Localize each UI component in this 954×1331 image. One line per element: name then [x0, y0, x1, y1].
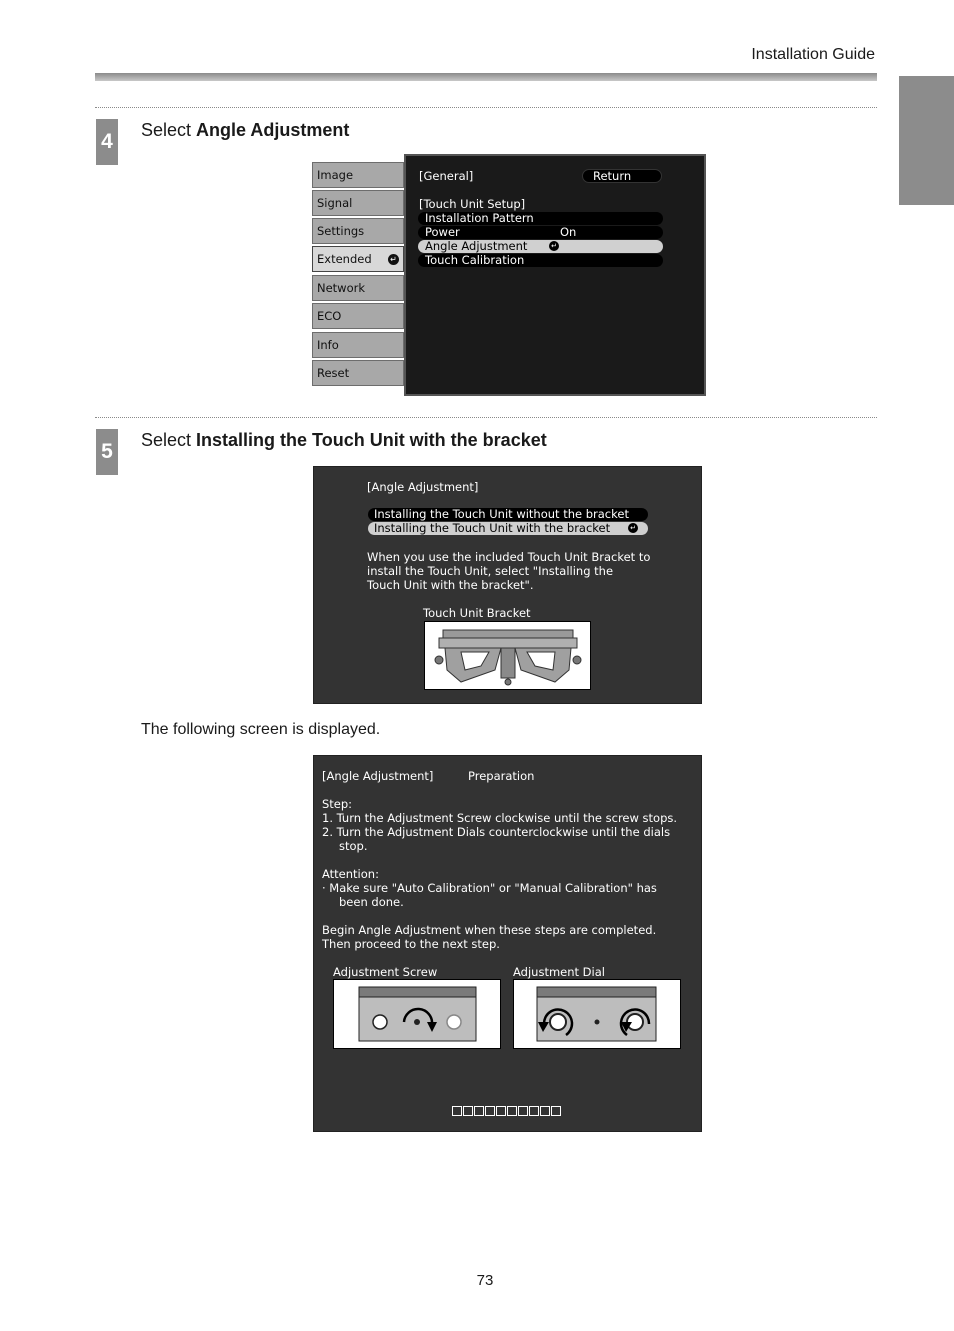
preparation-screen — [313, 755, 702, 1132]
bracket-image-label: Touch Unit Bracket — [423, 606, 531, 620]
section-divider — [95, 107, 877, 108]
row-touch-calibration[interactable] — [418, 254, 663, 267]
menu-item-signal[interactable]: Signal — [312, 190, 404, 216]
step-item: 1. Turn the Adjustment Screw clockwise until the screw stops. — [322, 811, 678, 825]
step-item: 2. Turn the Adjustment Dials counterclockwise until the dials stop. — [322, 825, 671, 853]
row-label: Installation Pattern — [425, 211, 534, 225]
progress-square — [496, 1106, 506, 1116]
step-target: Installing the Touch Unit with the bracket — [196, 430, 547, 450]
step-number-badge: 4 — [96, 119, 118, 165]
menu-item-network[interactable]: Network — [312, 275, 404, 301]
following-text: The following screen is displayed. — [141, 721, 381, 738]
adjustment-dial-icon — [514, 980, 680, 1048]
progress-square — [485, 1106, 495, 1116]
closing-text — [322, 923, 692, 951]
document-title: Installation Guide — [751, 46, 875, 63]
progress-square — [507, 1106, 517, 1116]
submenu-title: [Touch Unit Setup] — [419, 197, 526, 211]
adjustment-dial-diagram — [513, 979, 681, 1049]
screen-subtitle: Preparation — [468, 769, 535, 783]
row-label: Power — [425, 225, 460, 239]
step-instruction — [141, 120, 349, 141]
row-label: Angle Adjustment — [425, 239, 528, 253]
header-rule — [95, 73, 877, 81]
progress-square — [518, 1106, 528, 1116]
row-label: Touch Calibration — [425, 253, 525, 267]
enter-icon: ↵ — [388, 254, 399, 265]
submenu-breadcrumb: [General] — [419, 169, 474, 183]
menu-screenshot — [312, 154, 706, 396]
enter-icon: ↵ — [549, 241, 559, 251]
closing-line: Begin Angle Adjustment when these steps are completed. — [322, 923, 657, 937]
screen-title: [Angle Adjustment] — [322, 769, 434, 783]
option-label: Installing the Touch Unit with the bracket — [374, 521, 611, 535]
screen-title: [Angle Adjustment] — [367, 480, 479, 494]
menu-item-reset[interactable]: Reset — [312, 360, 404, 386]
step-list — [322, 797, 692, 853]
section-divider — [95, 417, 877, 418]
step-prefix: Select — [141, 430, 197, 450]
option-without-bracket[interactable]: Installing the Touch Unit without the bracket — [368, 508, 648, 521]
page-number: 73 — [476, 1272, 494, 1289]
bracket-illustration — [424, 621, 591, 690]
progress-square — [452, 1106, 462, 1116]
progress-square — [463, 1106, 473, 1116]
menu-item-eco[interactable]: ECO — [312, 303, 404, 329]
progress-indicator — [452, 1106, 561, 1116]
step-instruction — [141, 430, 547, 451]
row-angle-adjustment[interactable] — [418, 240, 663, 253]
attention-item: · Make sure "Auto Calibration" or "Manual Calibration" has been done. — [322, 881, 657, 909]
screw-image-label: Adjustment Screw — [333, 965, 438, 979]
angle-adjustment-screen — [313, 466, 702, 704]
row-installation-pattern[interactable] — [418, 212, 663, 225]
adjustment-screw-icon — [334, 980, 500, 1048]
progress-square — [540, 1106, 550, 1116]
enter-icon: ↵ — [628, 523, 638, 533]
description-line: Touch Unit with the bracket". — [367, 578, 534, 592]
option-with-bracket[interactable] — [368, 522, 648, 535]
row-value: On — [560, 225, 577, 239]
chapter-tab — [899, 76, 954, 205]
progress-square — [474, 1106, 484, 1116]
adjustment-screw-diagram — [333, 979, 501, 1049]
menu-item-label: Extended — [317, 252, 372, 266]
option-description — [367, 550, 650, 592]
closing-line: Then proceed to the next step. — [322, 937, 500, 951]
description-line: install the Touch Unit, select "Installing the — [367, 564, 614, 578]
submenu-panel — [404, 154, 706, 396]
description-line: When you use the included Touch Unit Bracket to — [367, 550, 651, 564]
row-power[interactable] — [418, 226, 663, 239]
progress-square — [551, 1106, 561, 1116]
return-button[interactable]: Return — [582, 169, 662, 183]
menu-item-info[interactable]: Info — [312, 332, 404, 358]
menu-item-settings[interactable]: Settings — [312, 218, 404, 244]
bracket-icon — [425, 622, 590, 689]
attention-block — [322, 867, 677, 909]
progress-square — [529, 1106, 539, 1116]
dial-image-label: Adjustment Dial — [513, 965, 605, 979]
step-heading: Step: — [322, 797, 353, 811]
step-prefix: Select — [141, 120, 197, 140]
step-target: Angle Adjustment — [196, 120, 350, 140]
menu-item-extended[interactable] — [312, 246, 404, 272]
attention-heading: Attention: — [322, 867, 379, 881]
step-number-badge: 5 — [96, 429, 118, 475]
menu-item-image[interactable]: Image — [312, 162, 404, 188]
